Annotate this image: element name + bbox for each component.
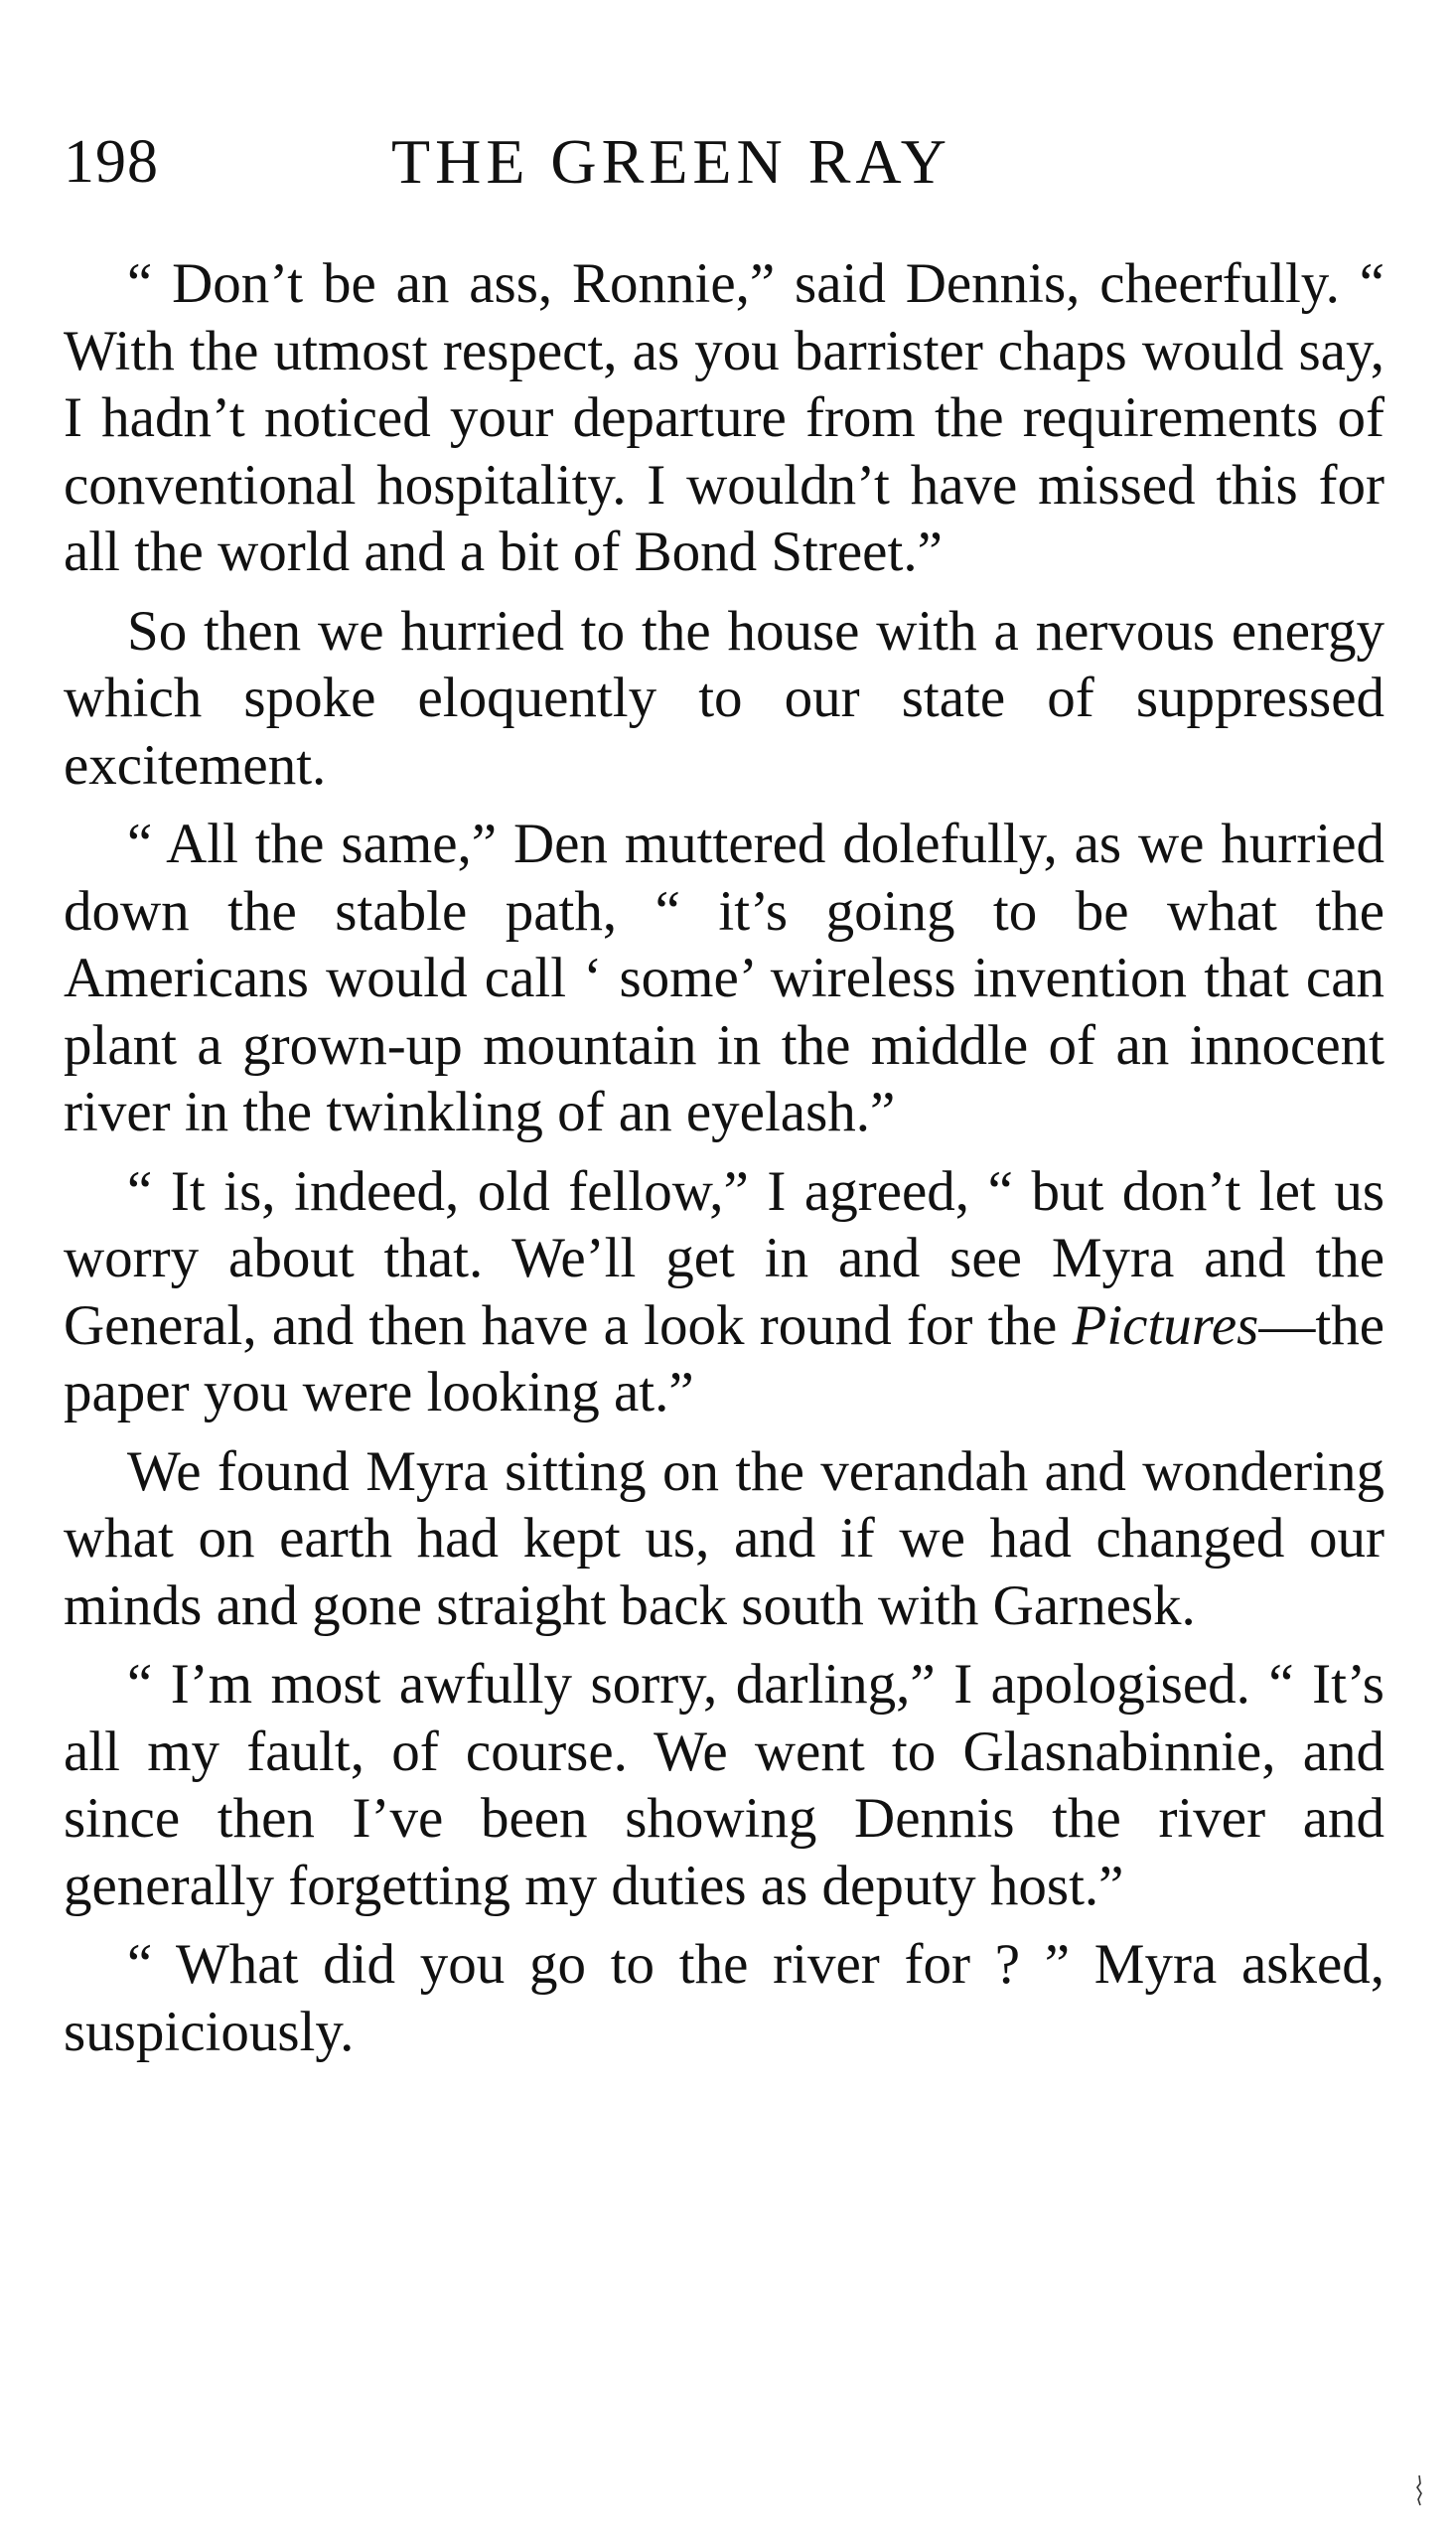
- paragraph-6: “ I’m most awfully sorry, darling,” I apologised. “ It’s all my fault, of course. We went to Glasnabinnie, and since then I’ve been showing Dennis the river and generally forgetting my duties as deputy host.”: [64, 1653, 1384, 1917]
- paragraph-7: “ What did you go to the river for ? ” Myra asked, suspiciously.: [64, 1933, 1384, 2063]
- paragraph-4-text-before: “ It is, indeed, old fellow,” I agreed, “ but don’t let us worry about that. We’ll get in and see Myra and the General, and then have a look round for the: [64, 1159, 1384, 1357]
- paragraph-1: “ Don’t be an ass, Ronnie,” said Dennis, cheerfully. “ With the utmost respect, as you barrister chaps would say, I hadn’t noticed your departure from the requirements of conventional hospitality. I wouldn’t have missed this for all the world and a bit of Bond Street.”: [64, 252, 1384, 583]
- paragraph-4: [64, 1158, 1384, 1426]
- body-text: [64, 250, 1384, 2077]
- paragraph-4-text-after: —the paper you were looking at.”: [64, 1293, 1384, 1423]
- paragraph-2: So then we hurried to the house with a nervous energy which spoke eloquently to our state of suppressed excitement.: [64, 599, 1384, 797]
- page-number: 198: [64, 128, 159, 196]
- running-head: [64, 117, 1394, 207]
- paragraph-3: “ All the same,” Den muttered dolefully, as we hurried down the stable path, “ it’s going to be what the Americans would call ‘ some’ wireless invention that can plant a grown-up mountain in the middle of an innocent river in the twinkling of an eyelash.”: [64, 813, 1384, 1143]
- ink-speck-mark: [1414, 2473, 1424, 2507]
- paragraph-5: We found Myra sitting on the verandah and wondering what on earth had kept us, and if we had changed our minds and gone straight back south with Garnesk.: [64, 1439, 1384, 1637]
- running-title: THE GREEN RAY: [391, 126, 951, 197]
- pictures-italic-title: Pictures: [1072, 1293, 1259, 1357]
